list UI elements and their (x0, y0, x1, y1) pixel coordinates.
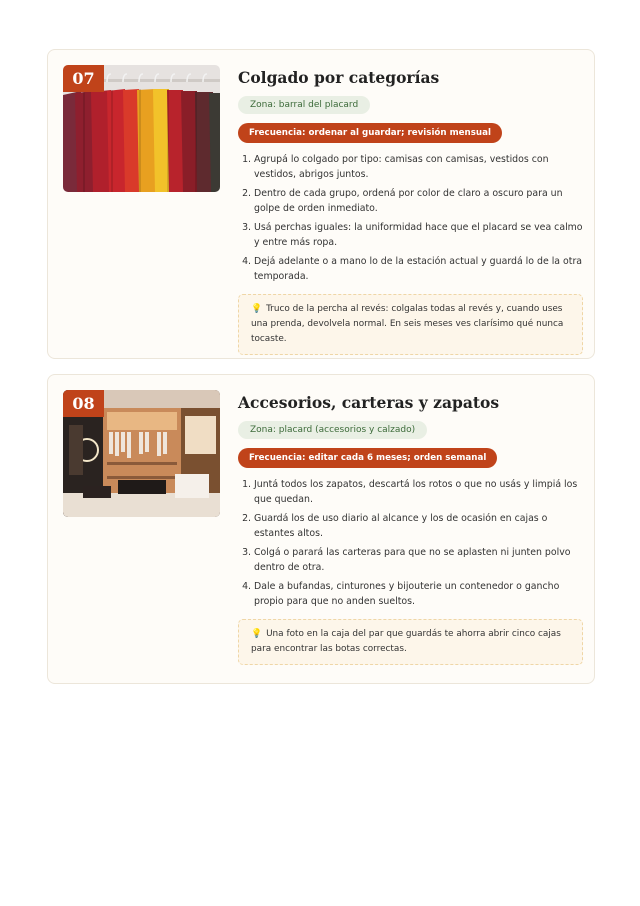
tip-box (238, 294, 583, 355)
list-item: 4. Dale a bufandas, cinturones y bijouterie un contenedor o gancho propio para que no anden sueltos. (254, 579, 583, 609)
frequency-badge: Frecuencia: ordenar al guardar; revisión mensual (238, 123, 502, 143)
tip-box (238, 619, 583, 665)
list-item: 1. Juntá todos los zapatos, descartá los rotos o que no usás y limpiá los que quedan. (254, 477, 583, 507)
lightbulb-icon: 💡 (251, 629, 263, 639)
list-item: 2. Guardá los de uso diario al alcance y los de ocasión en cajas o estantes altos. (254, 511, 583, 541)
list-item: 1. Agrupá lo colgado por tipo: camisas con camisas, vestidos con vestidos, abrigos juntos. (254, 152, 583, 182)
step-card-08 (47, 374, 595, 684)
step-title: Colgado por categorías (238, 68, 440, 87)
step-number: 07 (63, 65, 104, 92)
step-card-07 (47, 49, 595, 359)
list-item: 4. Dejá adelante o a mano lo de la estación actual y guardá lo de la otra temporada. (254, 254, 583, 284)
steps-list (238, 152, 583, 284)
zone-badge: Zona: barral del placard (238, 96, 370, 114)
list-item: 3. Colgá o parará las carteras para que no se aplasten ni junten polvo dentro de otra. (254, 545, 583, 575)
lightbulb-icon: 💡 (251, 304, 263, 314)
list-item: 2. Dentro de cada grupo, ordená por color de claro a oscuro para un golpe de orden inmediato. (254, 186, 583, 216)
step-title: Accesorios, carteras y zapatos (238, 393, 500, 412)
list-item: 3. Usá perchas iguales: la uniformidad hace que el placard se vea calmo y entre más ropa. (254, 220, 583, 250)
zone-badge: Zona: placard (accesorios y calzado) (238, 421, 427, 439)
frequency-badge: Frecuencia: editar cada 6 meses; orden semanal (238, 448, 497, 468)
step-content (238, 65, 583, 355)
tip-text: Una foto en la caja del par que guardás te ahorra abrir cinco cajas para encontrar las botas correctas. (251, 629, 561, 654)
tip-text: Truco de la percha al revés: colgalas todas al revés y, cuando uses una prenda, devolvela normal. En seis meses ves clarísimo qué nunca tocaste. (251, 304, 564, 344)
step-number: 08 (63, 390, 104, 417)
steps-list (238, 477, 583, 609)
step-content (238, 390, 583, 665)
